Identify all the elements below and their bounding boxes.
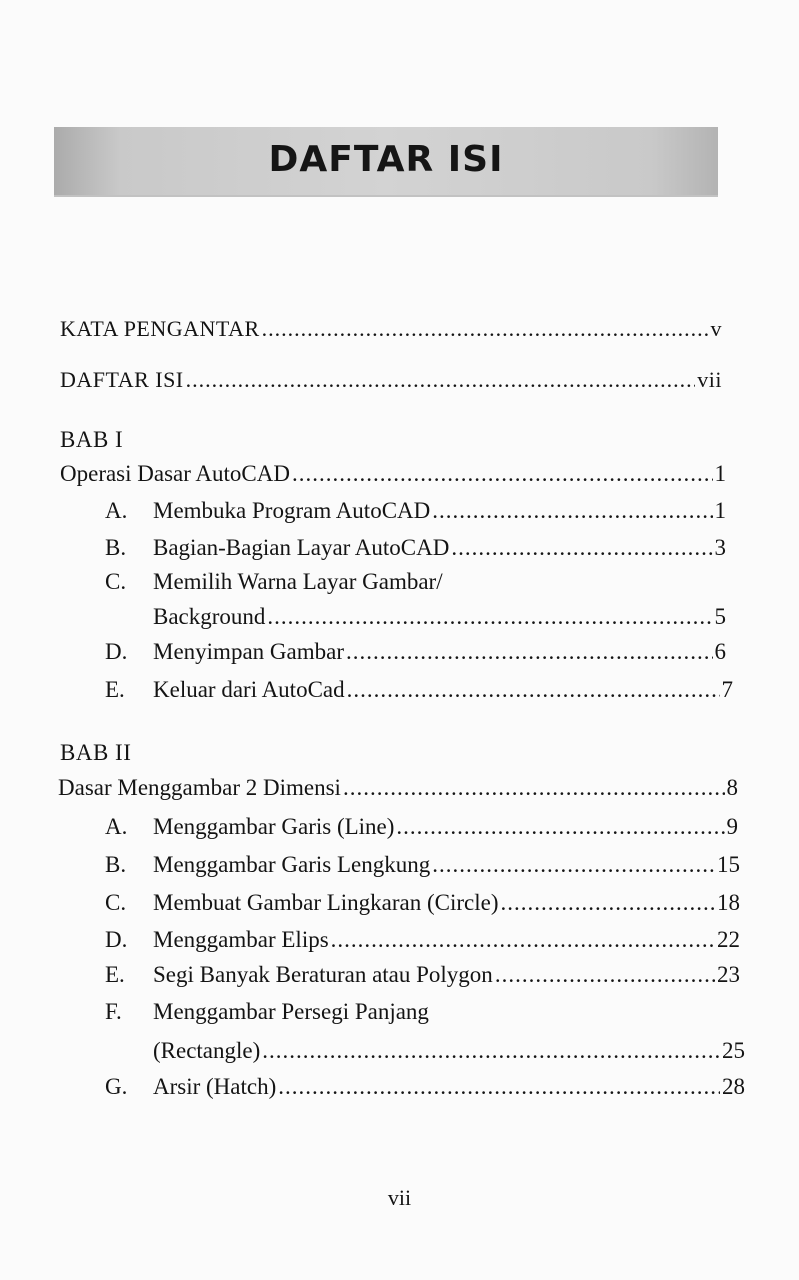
toc-item-label: Menggambar Garis (Line)	[153, 814, 395, 839]
toc-item-label: Arsir (Hatch)	[153, 1074, 277, 1099]
dot-leader	[495, 960, 715, 990]
toc-item-label: Bagian-Bagian Layar AutoCAD	[153, 535, 450, 560]
toc-item	[153, 496, 726, 526]
toc-item	[153, 1072, 745, 1102]
item-letter: C.	[105, 890, 127, 915]
toc-item-page: 25	[722, 1038, 745, 1063]
toc-item-label: Keluar dari AutoCad	[153, 677, 345, 702]
toc-item	[153, 925, 740, 955]
dot-leader	[343, 773, 725, 803]
dot-leader	[262, 1036, 720, 1066]
toc-item	[153, 533, 726, 563]
toc-entry-page: vii	[697, 367, 722, 392]
item-letter: E.	[105, 677, 125, 702]
item-letter: B.	[105, 535, 127, 560]
chapter-title-entry	[58, 773, 738, 803]
toc-item-label: Segi Banyak Beraturan atau Polygon	[153, 962, 493, 987]
toc-item-page: 5	[714, 604, 726, 629]
toc-entry-daftar-isi	[60, 365, 722, 395]
toc-item	[153, 888, 740, 918]
dot-leader	[292, 459, 713, 489]
dot-leader	[186, 365, 696, 395]
toc-item-label-line1: Memilih Warna Layar Gambar/	[153, 569, 443, 594]
toc-item-page: 15	[717, 852, 740, 877]
chapter-title-entry	[60, 459, 726, 489]
dot-leader	[432, 850, 715, 880]
item-letter: F.	[105, 999, 122, 1024]
dot-leader	[267, 602, 712, 632]
toc-item-label: Membuat Gambar Lingkaran (Circle)	[153, 890, 499, 915]
toc-item-page: 3	[714, 535, 726, 560]
toc-item	[153, 960, 740, 990]
toc-item-label: Membuka Program AutoCAD	[153, 498, 431, 523]
item-letter: G.	[105, 1074, 128, 1099]
item-letter: A.	[105, 814, 128, 839]
title-banner	[54, 127, 718, 197]
toc-entry-label: Operasi Dasar AutoCAD	[60, 461, 290, 486]
toc-entry-page: v	[710, 316, 722, 341]
toc-entry-label: Dasar Menggambar 2 Dimensi	[58, 775, 341, 800]
toc-item-label-line1: Menggambar Persegi Panjang	[153, 999, 429, 1024]
toc-entry-label: KATA PENGANTAR	[60, 316, 260, 341]
dot-leader	[331, 925, 715, 955]
toc-item	[153, 812, 738, 842]
dot-leader	[262, 314, 709, 344]
dot-leader	[346, 637, 713, 667]
toc-item-page: 9	[726, 814, 738, 839]
toc-item-label: Menggambar Garis Lengkung	[153, 852, 431, 877]
toc-item-label: Menyimpan Gambar	[153, 639, 344, 664]
toc-item-page: 18	[717, 890, 740, 915]
chapter-heading: BAB II	[60, 740, 132, 765]
toc-entry-label: DAFTAR ISI	[60, 367, 184, 392]
toc-item-label: (Rectangle)	[153, 1038, 261, 1063]
toc-item-label: Background	[153, 604, 266, 629]
item-letter: D.	[105, 927, 128, 952]
dot-leader	[451, 533, 712, 563]
chapter-heading: BAB I	[60, 427, 124, 452]
toc-item	[153, 602, 726, 632]
toc-item-label: Menggambar Elips	[153, 927, 329, 952]
item-letter: A.	[105, 498, 128, 523]
dot-leader	[501, 888, 715, 918]
item-letter: B.	[105, 852, 127, 877]
toc-item-page: 1	[714, 498, 726, 523]
toc-item	[153, 675, 733, 705]
dot-leader	[347, 675, 720, 705]
page-title: DAFTAR ISI	[268, 139, 504, 180]
toc-item-page: 22	[717, 927, 740, 952]
toc-item-page: 28	[722, 1074, 745, 1099]
page-number: vii	[387, 1185, 412, 1210]
dot-leader	[396, 812, 724, 842]
toc-entry-kata-pengantar	[60, 314, 722, 344]
toc-item	[153, 637, 726, 667]
toc-item	[153, 1036, 745, 1066]
toc-item-page: 6	[714, 639, 726, 664]
item-letter: E.	[105, 962, 125, 987]
item-letter: C.	[105, 569, 127, 594]
item-letter: D.	[105, 639, 128, 664]
toc-entry-page: 1	[714, 461, 726, 486]
toc-item-page: 7	[721, 677, 733, 702]
toc-entry-page: 8	[726, 775, 738, 800]
dot-leader	[278, 1072, 720, 1102]
toc-item	[153, 850, 740, 880]
toc-item-page: 23	[717, 962, 740, 987]
dot-leader	[432, 496, 712, 526]
